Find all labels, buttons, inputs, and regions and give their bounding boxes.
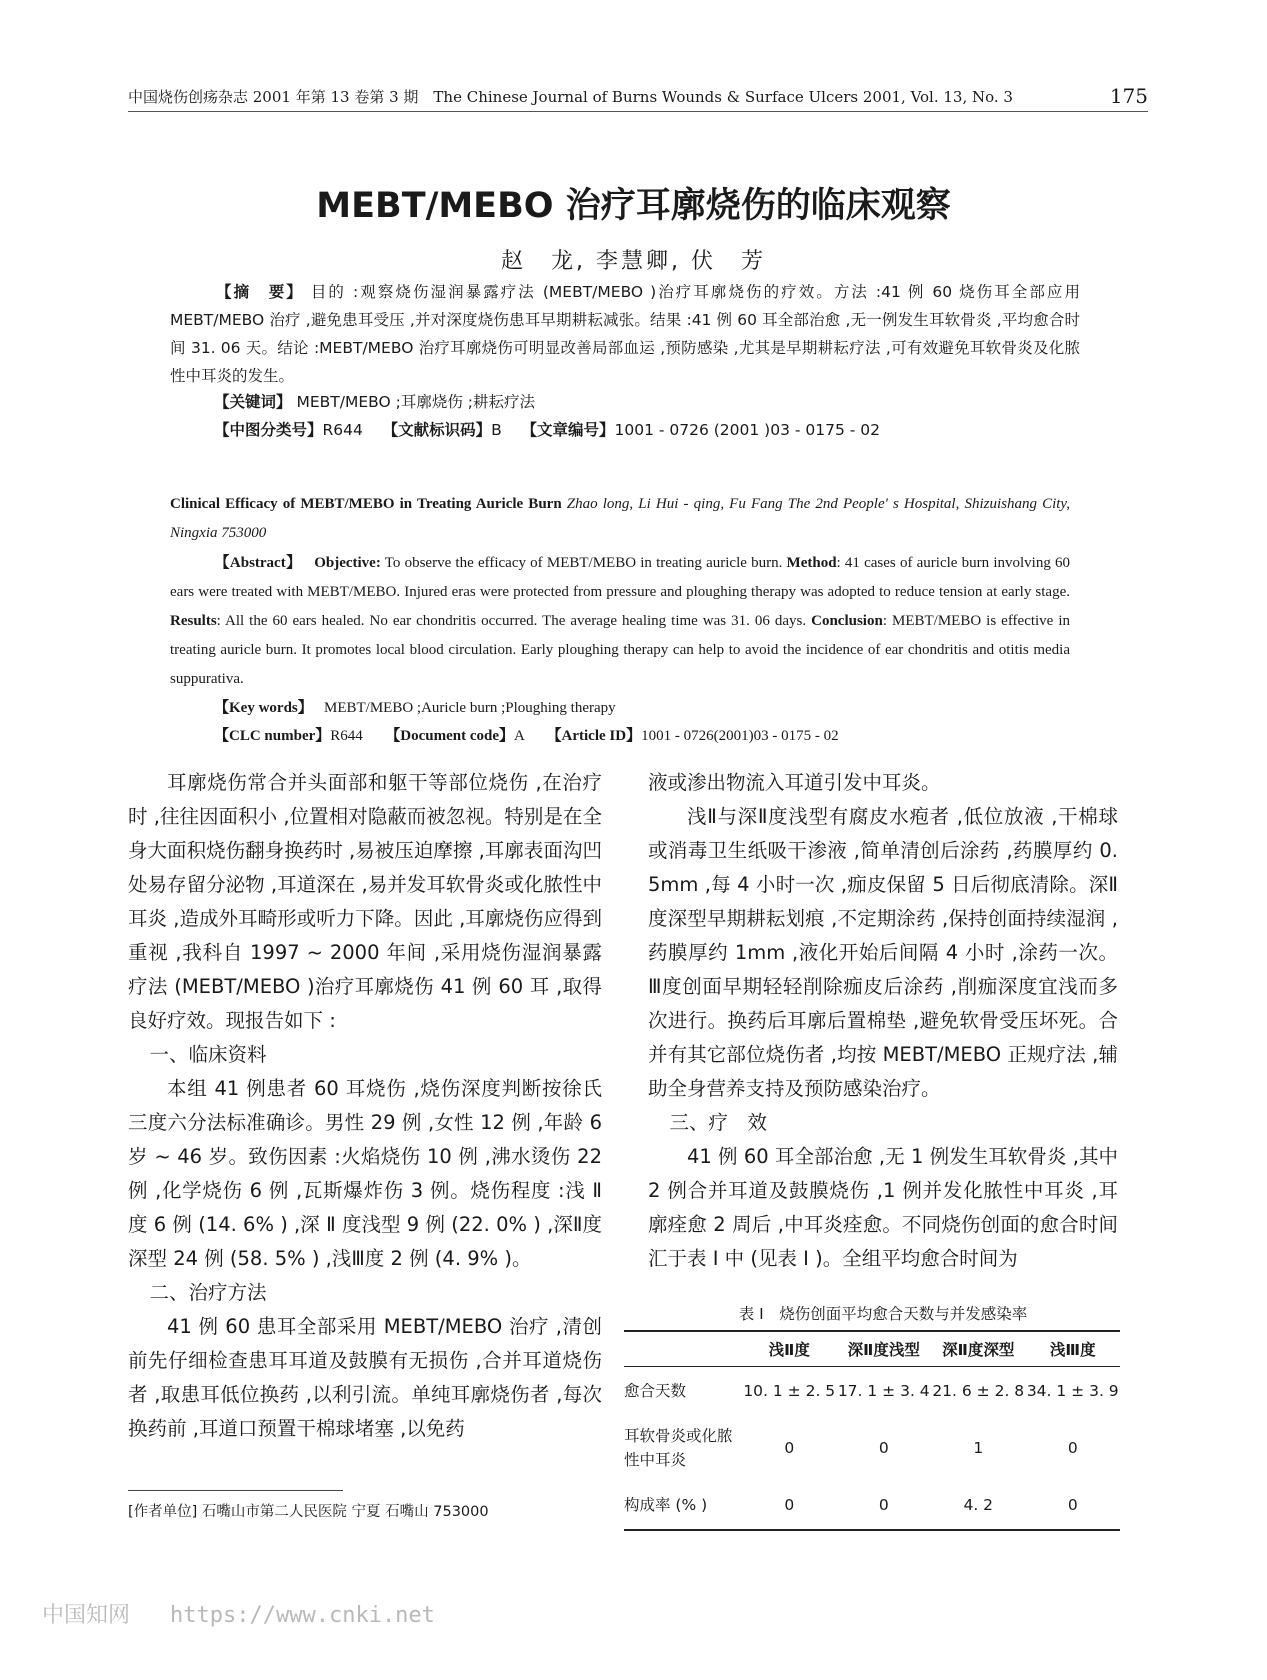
objective-text: To observe the efficacy of MEBT/MEBO in treating auricle burn.: [384, 555, 783, 571]
section-heading-methods: 二、治疗方法: [149, 1281, 267, 1304]
clc-cn-value: R644: [322, 421, 363, 439]
english-title: Clinical Efficacy of MEBT/MEBO in Treating Auricle Burn: [170, 496, 562, 512]
classification-en: [214, 724, 839, 745]
table-row: [624, 1367, 1120, 1416]
methods-continuation: 液或渗出物流入耳道引发中耳炎。: [648, 771, 941, 794]
method-text: : 41 cases of auricle burn involving 60 ears were treated with MEBT/MEBO. Injured eras were protected from pressure and ploughing therapy was adopted to reduce tension at early stage.: [170, 555, 1071, 600]
abstract-en-label: 【Abstract】: [214, 555, 302, 571]
conclusion-label: Conclusion: [811, 613, 883, 629]
conclusion-text: : MEBT/MEBO is effective in treating auricle burn. It promotes local blood circulation. Early ploughing therapy can help to avoid the incidence of ear chondritis and otitis media suppurativa.: [170, 613, 1071, 687]
author-affiliation-footnote: [作者单位] 石嘴山市第二人民医院 宁夏 石嘴山 753000: [128, 1504, 489, 1520]
page-number: 175: [1109, 84, 1148, 108]
table-cell: 4. 2: [963, 1496, 994, 1514]
table-cell: 17. 1 ± 3. 4: [837, 1382, 930, 1400]
table-cell: 0: [784, 1496, 795, 1514]
english-title-block: [170, 490, 1070, 548]
results-text: : All the 60 ears healed. No ear chondritis occurred. The average healing time was 31. 06 days.: [216, 613, 807, 629]
results-label: Results: [170, 613, 217, 629]
clinical-data-paragraph: 本组 41 例患者 60 耳烧伤 ,烧伤深度判断按徐氏三度六分法标准确诊。男性 29 例 ,女性 12 例 ,年龄 6 岁 ~ 46 岁。致伤因素 :火焰烧伤 10 例 ,沸水烫伤 22 例 ,化学烧伤 6 例 ,瓦斯爆炸伤 3 例。烧伤程度 :浅 Ⅱ 度 6 例 (14. 6% ) ,深 Ⅱ 度浅型 9 例 (22. 0% ) ,深Ⅱ度深型 24 例 (58. 5% ) ,浅Ⅲ度 2 例 (4. 9% )。: [128, 1077, 602, 1270]
doc-code-cn-label: 【文献标识码】: [382, 421, 492, 439]
table-header-cell: 浅Ⅲ度: [1049, 1341, 1096, 1359]
table-cell: 0: [1067, 1496, 1078, 1514]
table-row: [624, 1481, 1120, 1530]
results-paragraph: 41 例 60 耳全部治愈 ,无 1 例发生耳软骨炎 ,其中 2 例合并耳道及鼓膜烧伤 ,1 例并发化脓性中耳炎 ,耳廓痊愈 2 周后 ,中耳炎痊愈。不同烧伤创面的愈合时间汇于表 I 中 (见表 I )。全组平均愈合时间为: [648, 1145, 1118, 1270]
english-abstract: [170, 549, 1070, 694]
body-right-column: [648, 766, 1118, 1276]
table-header-cell: 浅Ⅱ度: [768, 1341, 810, 1359]
intro-paragraph: 耳廓烧伤常合并头面部和躯干等部位烧伤 ,在治疗时 ,往往因面积小 ,位置相对隐蔽而被忽视。特别是在全身大面积烧伤翻身换药时 ,易被压迫摩擦 ,耳廓表面沟凹处易存留分泌物 ,耳道深在 ,易并发耳软骨炎或化脓性中耳炎 ,造成外耳畸形或听力下降。因此 ,耳廓烧伤应得到重视 ,我科自 1997 ~ 2000 年间 ,采用烧伤湿润暴露疗法 (MEBT/MEBO )治疗耳廓烧伤 41 例 60 耳 ,取得良好疗效。现报告如下 :: [128, 771, 602, 1032]
method-label: Method: [786, 555, 837, 571]
doc-code-cn-value: B: [491, 421, 502, 439]
table-header-cell: [624, 1331, 742, 1367]
table-header-cell: 深Ⅱ度深型: [942, 1341, 1015, 1359]
abstract-cn: [170, 278, 1080, 390]
section-heading-clinical-data: 一、临床资料: [149, 1043, 267, 1066]
doc-code-en-value: A: [514, 728, 525, 744]
keywords-en-label: 【Key words】: [214, 700, 313, 716]
watermark-cn: 中国知网: [42, 1603, 131, 1628]
table-cell: 21. 6 ± 2. 8: [932, 1382, 1025, 1400]
table-cell: 0: [878, 1439, 889, 1457]
table-row-label: 构成率 (% ): [624, 1496, 708, 1514]
table-cell: 0: [878, 1496, 889, 1514]
table-cell: 10. 1 ± 2. 5: [743, 1382, 836, 1400]
article-id-en-label: 【Article ID】: [546, 728, 642, 744]
doc-code-en-label: 【Document code】: [385, 728, 515, 744]
article-id-cn-label: 【文章编号】: [521, 421, 615, 439]
table-header-row: [624, 1331, 1120, 1367]
table-cell: 0: [1067, 1439, 1078, 1457]
keywords-en: [214, 696, 616, 717]
keywords-cn-label: 【关键词】: [214, 393, 292, 411]
table-header-cell: 深Ⅱ度浅型: [847, 1341, 920, 1359]
healing-table: [624, 1330, 1120, 1531]
watermark-url: https://www.cnki.net: [170, 1603, 435, 1628]
keywords-cn-text: MEBT/MEBO ;耳廓烧伤 ;耕耘疗法: [296, 393, 535, 411]
table-cell: 1: [973, 1439, 984, 1457]
objective-label: Objective:: [314, 555, 381, 571]
cnki-watermark: [42, 1598, 435, 1629]
article-id-cn-value: 1001 - 0726 (2001 )03 - 0175 - 02: [614, 421, 881, 439]
authors: 赵 龙, 李慧卿, 伏 芳: [501, 249, 766, 274]
table-cell: 0: [784, 1439, 795, 1457]
table-caption: 表 I 烧伤创面平均愈合天数与并发感染率: [738, 1305, 1028, 1323]
keywords-cn: [214, 390, 535, 412]
abstract-cn-text: 目的 :观察烧伤湿润暴露疗法 (MEBT/MEBO )治疗耳廓烧伤的疗效。方法 :41 例 60 烧伤耳全部应用 MEBT/MEBO 治疗 ,避免患耳受压 ,并对深度烧伤患耳早期耕耘减张。结果 :41 例 60 耳全部治愈 ,无一例发生耳软骨炎 ,平均愈合时间 31. 06 天。结论 :MEBT/MEBO 治疗耳廓烧伤可明显改善局部血运 ,预防感染 ,尤其是早期耕耘疗法 ,可有效避免耳软骨炎及化脓性中耳炎的发生。: [170, 283, 1080, 385]
keywords-en-text: MEBT/MEBO ;Auricle burn ;Ploughing therapy: [324, 700, 616, 716]
english-authors: Zhao long, Li Hui - qing, Fu Fang The 2nd People' s Hospital, Shizuishang City, Ningxia 753000: [170, 496, 1070, 541]
table-row-label: 愈合天数: [624, 1382, 687, 1400]
table-row-label: 耳软骨炎或化脓性中耳炎: [624, 1427, 733, 1469]
table-row: [624, 1415, 1120, 1481]
section-heading-results: 三、疗 效: [669, 1111, 767, 1134]
treatment-paragraph: 浅Ⅱ与深Ⅱ度浅型有腐皮水疱者 ,低位放液 ,干棉球或消毒卫生纸吸干渗液 ,简单清创后涂药 ,药膜厚约 0. 5mm ,每 4 小时一次 ,痂皮保留 5 日后彻底清除。深Ⅱ度深型早期耕耘划痕 ,不定期涂药 ,保持创面持续湿润 ,药膜厚约 1mm ,液化开始后间隔 4 小时 ,涂药一次。Ⅲ度创面早期轻轻削除痂皮后涂药 ,削痂深度宜浅而多次进行。换药后耳廓后置棉垫 ,避免软骨受压坏死。合并有其它部位烧伤者 ,均按 MEBT/MEBO 正规疗法 ,辅助全身营养支持及预防感染治疗。: [648, 805, 1118, 1100]
journal-citation: 中国烧伤创疡杂志 2001 年第 13 卷第 3 期 The Chinese Journal of Burns Wounds & Surface Ulcers 2001, Vol. 13, No. 3: [128, 88, 1013, 106]
table-cell: 34. 1 ± 3. 9: [1026, 1382, 1119, 1400]
header-rule: [128, 111, 1148, 112]
clc-en-value: R644: [330, 728, 363, 744]
clc-cn-label: 【中图分类号】: [214, 421, 323, 439]
methods-paragraph: 41 例 60 患耳全部采用 MEBT/MEBO 治疗 ,清创前先仔细检查患耳耳道及鼓膜有无损伤 ,合并耳道烧伤者 ,取患耳低位换药 ,以利引流。单纯耳廓烧伤者 ,每次换药前 ,耳道口预置干棉球堵塞 ,以免药: [128, 1315, 602, 1440]
clc-en-label: 【CLC number】: [214, 728, 331, 744]
footnote-rule: [128, 1490, 343, 1491]
article-title: MEBT/MEBO 治疗耳廓烧伤的临床观察: [316, 186, 951, 226]
body-left-column: [128, 766, 602, 1446]
classification-cn: [214, 418, 880, 440]
article-id-en-value: 1001 - 0726(2001)03 - 0175 - 02: [641, 728, 839, 744]
abstract-cn-label: 【摘 要】: [214, 283, 304, 301]
